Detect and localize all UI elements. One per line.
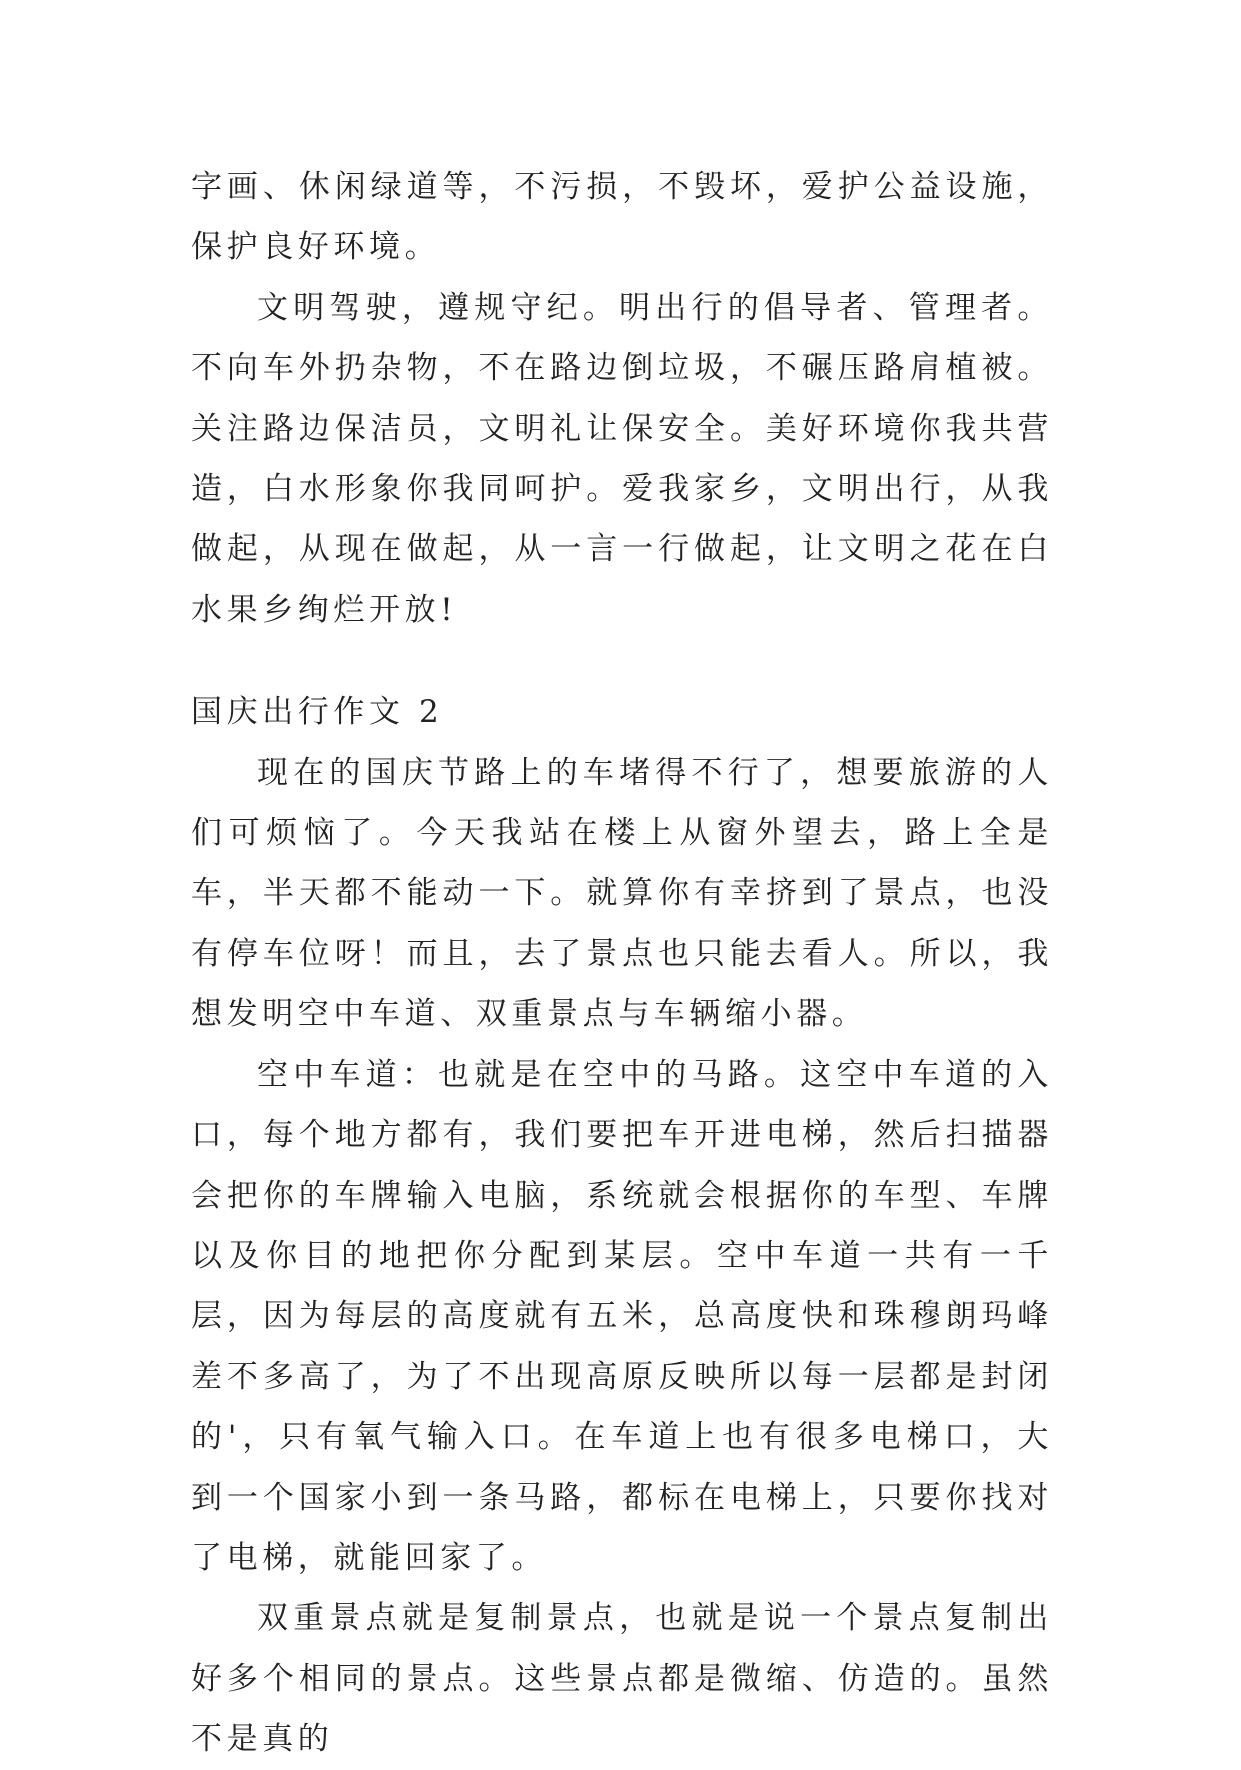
section-spacer — [191, 640, 1053, 682]
paragraph-traffic-jam: 现在的国庆节路上的车堵得不行了，想要旅游的人们可烦恼了。今天我站在楼上从窗外望去，路上全是车，半天都不能动一下。就算你有幸挤到了景点，也没有停车位呀！而且，去了景点也只能去看人。所以，我想发明空中车道、双重景点与车辆缩小器。 — [191, 754, 1053, 1033]
document-page — [191, 157, 1053, 1770]
paragraph-double-scenic-spots: 双重景点就是复制景点，也就是说一个景点复制出好多个相同的景点。这些景点都是微缩、仿造的。虽然不是真的 — [191, 1600, 1053, 1758]
paragraph-sky-lanes: 空中车道：也就是在空中的马路。这空中车道的入口，每个地方都有，我们要把车开进电梯，然后扫描器会把你的车牌输入电脑，系统就会根据你的车型、车牌以及你目的地把你分配到某层。空中车道一共有一千层，因为每层的高度就有五米，总高度快和珠穆朗玛峰差不多高了，为了不出现高原反映所以每一层都是封闭的'，只有氧气输入口。在车道上也有很多电梯口，大到一个国家小到一条马路，都标在电梯上，只要你找对了电梯，就能回家了。 — [191, 1056, 1053, 1576]
section-title: 国庆出行作文 2 — [191, 694, 444, 731]
paragraph-continued: 字画、休闲绿道等，不污损，不毁坏，爱护公益设施，保护良好环境。 — [191, 169, 1053, 266]
paragraph-civilized-driving: 文明驾驶，遵规守纪。明出行的倡导者、管理者。不向车外扔杂物，不在路边倒垃圾，不碾压路肩植被。关注路边保洁员，文明礼让保安全。美好环境你我共营造，白水形象你我同呵护。爱我家乡，文明出行，从我做起，从现在做起，从一言一行做起，让文明之花在白水果乡绚烂开放! — [191, 289, 1053, 628]
